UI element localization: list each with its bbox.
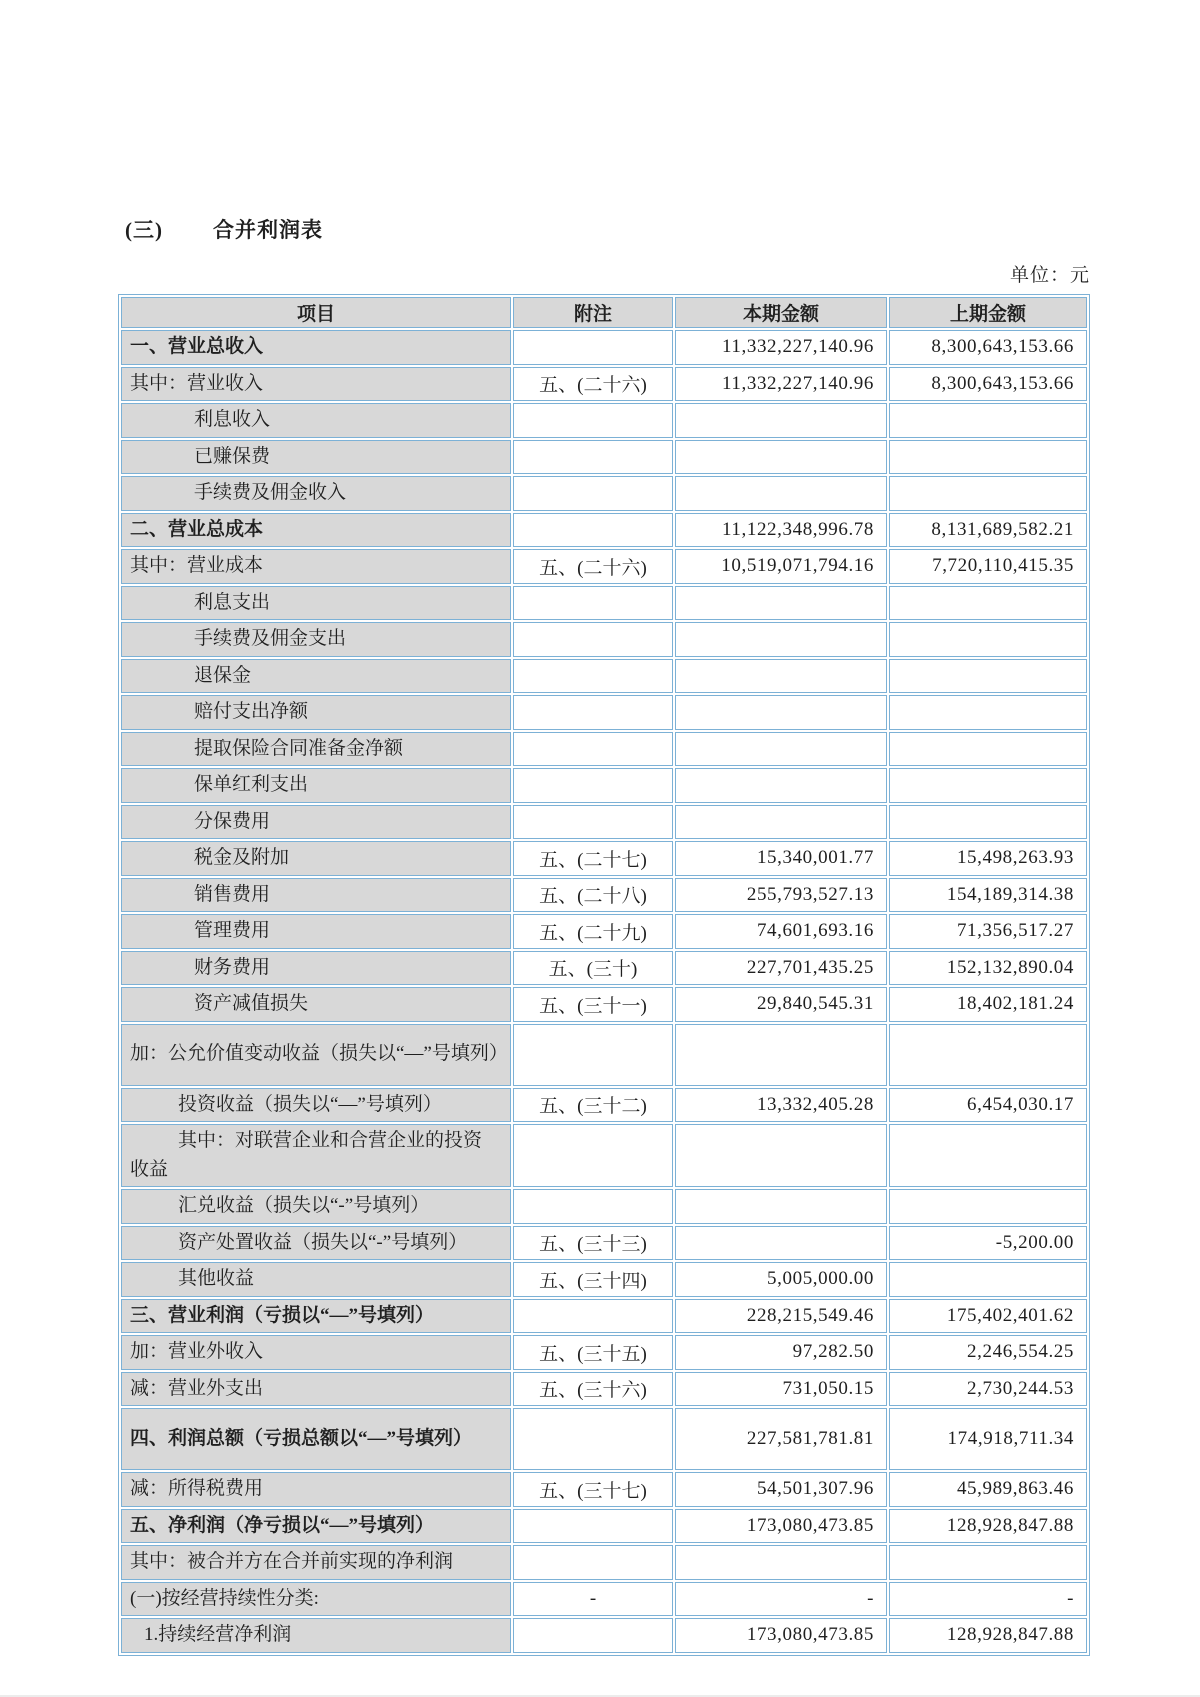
prior-amount-cell: 6,454,030.17 [889,1088,1087,1123]
item-cell: 提取保险合同准备金净额 [121,732,511,767]
section-heading [125,214,323,244]
item-cell: 资产减值损失 [121,987,511,1022]
col-header-current-amount: 本期金额 [675,297,887,328]
item-cell: 税金及附加 [121,841,511,876]
note-cell: 五、(二十九) [513,914,673,949]
current-amount-cell: 11,332,227,140.96 [675,367,887,402]
current-amount-cell: 54,501,307.96 [675,1472,887,1507]
col-header-prior-amount: 上期金额 [889,297,1087,328]
current-amount-cell [675,695,887,730]
current-amount-cell: 227,581,781.81 [675,1408,887,1470]
current-amount-cell [675,805,887,840]
note-cell [513,768,673,803]
item-cell: 减：营业外支出 [121,1372,511,1407]
note-cell [513,732,673,767]
prior-amount-cell [889,403,1087,438]
item-cell: 已赚保费 [121,440,511,475]
prior-amount-cell: 18,402,181.24 [889,987,1087,1022]
table-row [121,549,1087,584]
item-cell: 二、营业总成本 [121,513,511,548]
current-amount-cell [675,476,887,511]
item-cell: 三、营业利润（亏损以“—”号填列） [121,1299,511,1334]
prior-amount-cell: 128,928,847.88 [889,1509,1087,1544]
current-amount-cell [675,659,887,694]
table-row [121,768,1087,803]
prior-amount-cell: -5,200.00 [889,1226,1087,1261]
current-amount-cell: 11,332,227,140.96 [675,330,887,365]
current-amount-cell: 15,340,001.77 [675,841,887,876]
prior-amount-cell: 175,402,401.62 [889,1299,1087,1334]
prior-amount-cell [889,659,1087,694]
table-row [121,1226,1087,1261]
table-row [121,659,1087,694]
prior-amount-cell: 8,300,643,153.66 [889,367,1087,402]
prior-amount-cell [889,586,1087,621]
table-row [121,805,1087,840]
item-cell: 其中：被合并方在合并前实现的净利润 [121,1545,511,1580]
table-row [121,1509,1087,1544]
item-cell: 五、净利润（净亏损以“—”号填列） [121,1509,511,1544]
current-amount-cell: 13,332,405.28 [675,1088,887,1123]
note-cell: 五、(二十七) [513,841,673,876]
item-cell: 财务费用 [121,951,511,986]
income-statement-table [118,294,1090,1656]
item-cell: 赔付支出净额 [121,695,511,730]
current-amount-cell: - [675,1582,887,1617]
table-row [121,367,1087,402]
item-cell: (一)按经营持续性分类: [121,1582,511,1617]
table-row [121,1024,1087,1086]
prior-amount-cell: 152,132,890.04 [889,951,1087,986]
table-row [121,1124,1087,1187]
item-cell: 其中：对联营企业和合营企业的投资收益 [121,1124,511,1187]
item-cell: 利息收入 [121,403,511,438]
note-cell: 五、(三十六) [513,1372,673,1407]
item-cell: 销售费用 [121,878,511,913]
prior-amount-cell: 2,730,244.53 [889,1372,1087,1407]
note-cell [513,586,673,621]
item-cell: 一、营业总收入 [121,330,511,365]
table-body [121,330,1087,1653]
note-cell [513,622,673,657]
note-cell [513,1408,673,1470]
current-amount-cell: 97,282.50 [675,1335,887,1370]
table-row [121,1618,1087,1653]
note-cell: 五、(三十四) [513,1262,673,1297]
unit-label: 单位：元 [1009,265,1090,286]
note-cell: 五、(三十五) [513,1335,673,1370]
item-cell: 四、利润总额（亏损总额以“—”号填列） [121,1408,511,1470]
note-cell [513,403,673,438]
table-row [121,951,1087,986]
note-cell [513,1024,673,1086]
prior-amount-cell [889,732,1087,767]
current-amount-cell [675,1189,887,1224]
item-cell: 资产处置收益（损失以“-”号填列） [121,1226,511,1261]
prior-amount-cell: 154,189,314.38 [889,878,1087,913]
note-cell [513,1618,673,1653]
prior-amount-cell: 128,928,847.88 [889,1618,1087,1653]
item-cell: 保单红利支出 [121,768,511,803]
note-cell [513,330,673,365]
table-row [121,841,1087,876]
table-row [121,914,1087,949]
prior-amount-cell [889,622,1087,657]
table-row [121,1545,1087,1580]
current-amount-cell: 74,601,693.16 [675,914,887,949]
current-amount-cell [675,1226,887,1261]
item-cell: 手续费及佣金支出 [121,622,511,657]
note-cell: - [513,1582,673,1617]
prior-amount-cell [889,805,1087,840]
current-amount-cell: 5,005,000.00 [675,1262,887,1297]
table-row [121,732,1087,767]
col-header-note: 附注 [513,297,673,328]
prior-amount-cell [889,1024,1087,1086]
prior-amount-cell [889,1124,1087,1187]
item-cell: 1.持续经营净利润 [121,1618,511,1653]
prior-amount-cell: 174,918,711.34 [889,1408,1087,1470]
item-cell: 加：公允价值变动收益（损失以“—”号填列） [121,1024,511,1086]
prior-amount-cell: 8,300,643,153.66 [889,330,1087,365]
item-cell: 汇兑收益（损失以“-”号填列） [121,1189,511,1224]
table-row [121,1088,1087,1123]
table-row [121,987,1087,1022]
note-cell [513,1509,673,1544]
note-cell: 五、(三十三) [513,1226,673,1261]
prior-amount-cell [889,695,1087,730]
current-amount-cell [675,403,887,438]
table-row [121,586,1087,621]
note-cell [513,1124,673,1187]
prior-amount-cell: 7,720,110,415.35 [889,549,1087,584]
current-amount-cell [675,440,887,475]
current-amount-cell: 228,215,549.46 [675,1299,887,1334]
table-row [121,330,1087,365]
note-cell [513,476,673,511]
current-amount-cell [675,622,887,657]
note-cell [513,805,673,840]
prior-amount-cell: 45,989,863.46 [889,1472,1087,1507]
current-amount-cell [675,586,887,621]
note-cell: 五、(二十八) [513,878,673,913]
note-cell: 五、(三十一) [513,987,673,1022]
current-amount-cell: 227,701,435.25 [675,951,887,986]
table-row [121,1299,1087,1334]
note-cell: 五、(三十二) [513,1088,673,1123]
current-amount-cell: 173,080,473.85 [675,1618,887,1653]
prior-amount-cell: - [889,1582,1087,1617]
current-amount-cell: 10,519,071,794.16 [675,549,887,584]
prior-amount-cell [889,1189,1087,1224]
item-cell: 管理费用 [121,914,511,949]
prior-amount-cell: 71,356,517.27 [889,914,1087,949]
table-row [121,1372,1087,1407]
table-row [121,1582,1087,1617]
prior-amount-cell: 2,246,554.25 [889,1335,1087,1370]
item-cell: 投资收益（损失以“—”号填列） [121,1088,511,1123]
current-amount-cell: 173,080,473.85 [675,1509,887,1544]
prior-amount-cell [889,768,1087,803]
note-cell [513,513,673,548]
note-cell: 五、(三十) [513,951,673,986]
item-cell: 减：所得税费用 [121,1472,511,1507]
table-row [121,403,1087,438]
table-header-row [121,297,1087,328]
current-amount-cell [675,1124,887,1187]
item-cell: 退保金 [121,659,511,694]
table-row [121,513,1087,548]
current-amount-cell: 255,793,527.13 [675,878,887,913]
table-row [121,1408,1087,1470]
note-cell [513,1189,673,1224]
table-row [121,1262,1087,1297]
prior-amount-cell [889,1262,1087,1297]
current-amount-cell: 731,050.15 [675,1372,887,1407]
table-row [121,622,1087,657]
note-cell [513,1299,673,1334]
prior-amount-cell [889,440,1087,475]
item-cell: 其中：营业成本 [121,549,511,584]
current-amount-cell: 29,840,545.31 [675,987,887,1022]
current-amount-cell [675,1024,887,1086]
item-cell: 分保费用 [121,805,511,840]
section-number: (三) [125,218,163,242]
prior-amount-cell: 8,131,689,582.21 [889,513,1087,548]
item-cell: 手续费及佣金收入 [121,476,511,511]
item-cell: 加：营业外收入 [121,1335,511,1370]
current-amount-cell [675,732,887,767]
item-cell: 利息支出 [121,586,511,621]
note-cell [513,659,673,694]
item-cell: 其中：营业收入 [121,367,511,402]
prior-amount-cell: 15,498,263.93 [889,841,1087,876]
note-cell [513,440,673,475]
current-amount-cell: 11,122,348,996.78 [675,513,887,548]
page-title: 合并利润表 [213,218,323,242]
table-row [121,476,1087,511]
item-cell: 其他收益 [121,1262,511,1297]
note-cell [513,695,673,730]
table-row [121,695,1087,730]
table-row [121,440,1087,475]
current-amount-cell [675,768,887,803]
note-cell: 五、(二十六) [513,549,673,584]
prior-amount-cell [889,476,1087,511]
current-amount-cell [675,1545,887,1580]
note-cell [513,1545,673,1580]
table-row [121,878,1087,913]
table-row [121,1472,1087,1507]
unit-row [118,260,1090,287]
prior-amount-cell [889,1545,1087,1580]
table-row [121,1335,1087,1370]
col-header-item: 项目 [121,297,511,328]
note-cell: 五、(三十七) [513,1472,673,1507]
note-cell: 五、(二十六) [513,367,673,402]
table-row [121,1189,1087,1224]
